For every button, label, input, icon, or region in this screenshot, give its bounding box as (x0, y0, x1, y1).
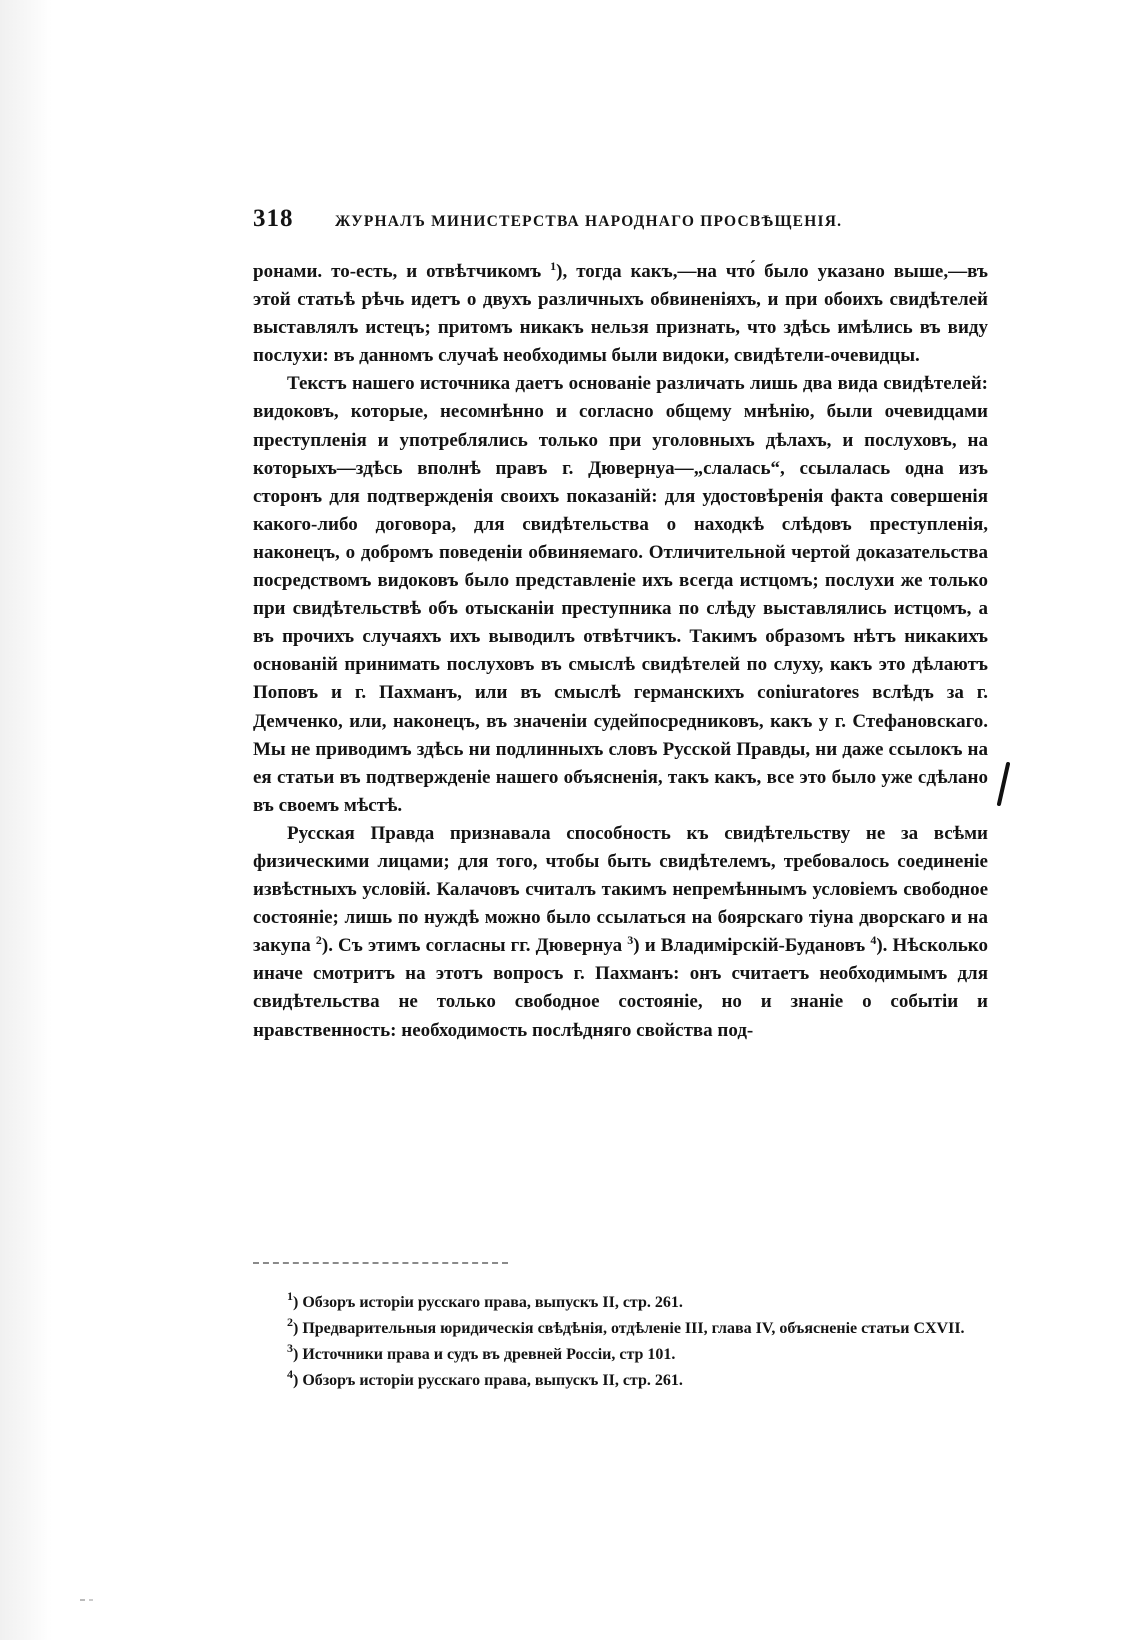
footnote-mark: 3 (287, 1341, 293, 1355)
paragraph-text: Текстъ нашего источника даетъ основаніе различать лишь два вида свидѣтелей: видоковъ, которые, несомнѣнно и согласно общему мнѣнію, были очевидцами преступленія и употреблялись только при уголовныхъ дѣлахъ, и послуховъ, на которыхъ—здѣсь вполнѣ правъ г. Дювернуа—„слалась“, ссылалась одна изъ сторонъ для подтвержденія своихъ показаній: для удостовѣренія факта совершенія какого-либо договора, для свидѣтельства о находкѣ слѣдовъ преступленія, наконецъ, о добромъ поведеніи обвиняемаго. Отличительной чертой доказательства посредствомъ видоковъ было представленіе ихъ всегда истцомъ; послухи же только при свидѣтельствѣ объ отысканіи преступника по слѣду выставлялись истцомъ, а въ прочихъ случаяхъ ихъ выводилъ отвѣтчикъ. Такимъ образомъ нѣтъ никакихъ основаній принимать послуховъ въ смыслѣ свидѣтелей по слуху, какъ это дѣлаютъ Поповъ и г. Пахманъ, или въ смыслѣ германскихъ coniuratores вслѣдъ за г. Демченко, или, наконецъ, въ значеніи судейпосредниковъ, какъ у г. Стефановскаго. Мы не приводимъ здѣсь ни подлинныхъ словъ Русской Правды, ни даже ссылокъ на ея статьи въ подтвержденіе нашего объясненія, такъ какъ, все это было уже сдѣлано въ своемъ мѣстѣ. (253, 373, 988, 816)
paragraph (253, 258, 988, 370)
paragraph-text: ). Нѣсколько иначе смотритъ на этотъ вопросъ г. Пахманъ: онъ считаетъ необходимымъ для свидѣтельства не только свободное состояніе, но и знаніе о событіи и нравственность: необходимость послѣдняго свойства под- (253, 935, 988, 1041)
footnote-text: ) Предварительныя юридическія свѣдѣнія, отдѣленіе III, глава IV, объясненіе статьи CXVII. (293, 1320, 965, 1337)
paragraph-text: ), тогда какъ,—на что́ было указано выше,—въ этой статьѣ рѣчь идетъ о двухъ различныхъ обвиненіяхъ, и при обоихъ свидѣтелей выставлялъ истецъ; притомъ никакъ нельзя признать, что здѣсь имѣлись въ виду послухи: въ данномъ случаѣ необходимы были видоки, свидѣтели-очевидцы. (253, 261, 988, 367)
page-number: 318 (253, 205, 294, 232)
footnote (253, 1316, 988, 1342)
footnote-mark: 4 (287, 1367, 293, 1381)
margin-pencil-mark (994, 762, 1012, 806)
footnote-mark: 2 (287, 1315, 293, 1329)
footnotes (253, 1290, 988, 1394)
footnote-ref: 4 (870, 933, 877, 948)
paragraph-text: ). Съ этимъ согласны гг. Дювернуа (321, 935, 628, 957)
paragraph (253, 370, 988, 820)
footnote-ref: 3 (627, 933, 634, 948)
paragraph-text: Русская Правда признавала способность къ свидѣтельству не за всѣми физическими лицами; для того, чтобы быть свидѣтелемъ, требовалось соединеніе извѣстныхъ условій. Калачовъ считалъ такимъ непремѣннымъ условіемъ свободное состояніе; лишь по нуждѣ можно было ссылаться на боярскаго тіуна дворскаго и на закупа (253, 822, 988, 957)
footnote (253, 1290, 988, 1316)
footnote (253, 1368, 988, 1394)
paragraph-text: ронами. то-есть, и отвѣтчикомъ (253, 261, 551, 282)
scan-edge-shadow (0, 0, 52, 1640)
footnote-mark: 1 (287, 1289, 293, 1303)
body-text (253, 258, 988, 1045)
scan-speck (80, 1598, 110, 1602)
page-header (253, 205, 988, 237)
running-title: ЖУРНАЛЪ МИНИСТЕРСТВА НАРОДНАГО ПРОСВѢЩЕНІЯ. (335, 213, 843, 230)
footnote-ref: 1 (550, 259, 557, 273)
footnote-text: ) Обзоръ исторіи русскаго права, выпускъ II, стр. 261. (293, 1372, 683, 1389)
paragraph (253, 820, 988, 1045)
footnote (253, 1342, 988, 1368)
footnote-separator (253, 1262, 508, 1264)
paragraph-text: ) и Владимірскій-Будановъ (633, 935, 871, 957)
footnote-text: ) Обзоръ исторіи русскаго права, выпускъ II, стр. 261. (293, 1294, 683, 1311)
footnote-text: ) Источники права и судъ въ древней Россіи, стр 101. (293, 1346, 676, 1363)
footnote-ref: 2 (315, 933, 322, 948)
